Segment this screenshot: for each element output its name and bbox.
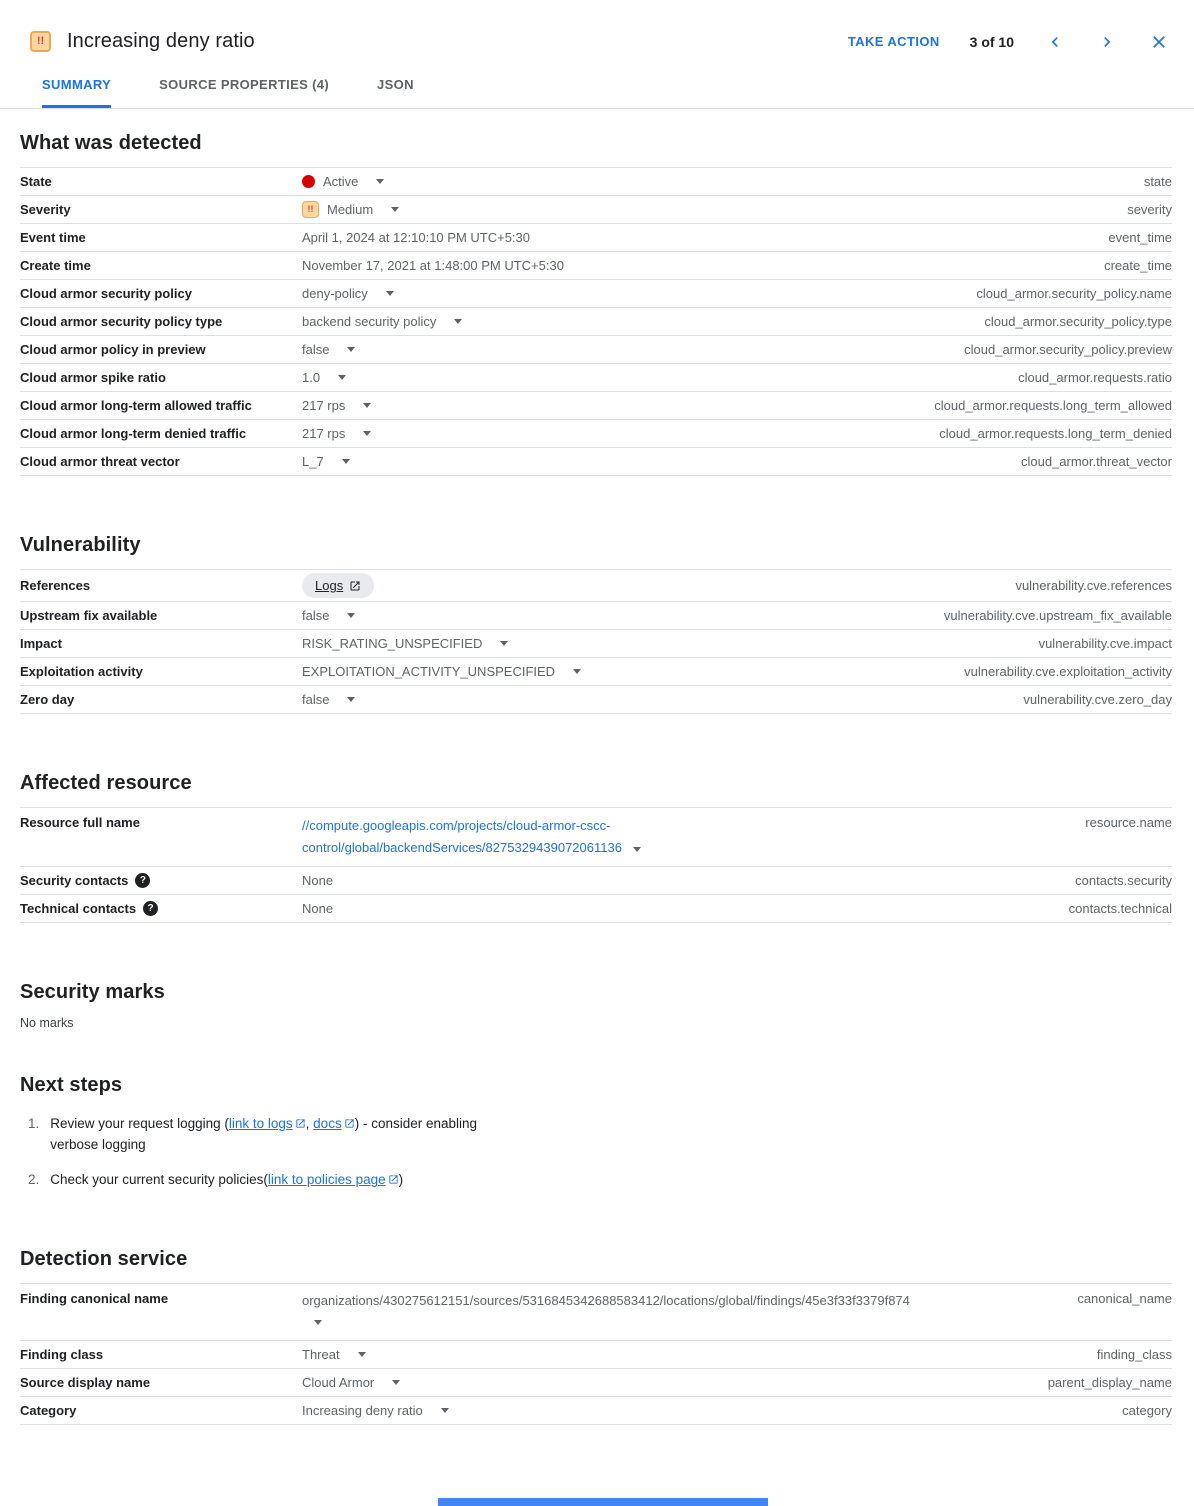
dropdown-arrow-icon[interactable] xyxy=(347,613,355,618)
section-detection-service xyxy=(20,1248,1172,1425)
resource-link[interactable]: //compute.googleapis.com/projects/cloud-armor-cscc- control/global/backendServices/8275329439072061136 xyxy=(302,815,654,859)
row-key: cloud_armor.security_policy.type xyxy=(984,314,1172,329)
row-value: November 17, 2021 at 1:48:00 PM UTC+5:30 xyxy=(302,257,564,273)
pagination-counter: 3 of 10 xyxy=(969,33,1014,50)
row-value: 217 rps xyxy=(302,425,346,441)
link-to-logs[interactable]: link to logs xyxy=(228,1116,293,1131)
row-key: vulnerability.cve.impact xyxy=(1038,636,1172,651)
row-value: deny-policy xyxy=(302,285,368,301)
row-event-time xyxy=(20,223,1172,251)
panel-header xyxy=(0,0,1194,53)
row-label: Cloud armor long-term allowed traffic xyxy=(20,398,252,413)
row-value: April 1, 2024 at 12:10:10 PM UTC+5:30 xyxy=(302,229,530,245)
dropdown-arrow-icon[interactable] xyxy=(347,347,355,352)
row-resource-full-name xyxy=(20,807,1172,866)
no-marks-text: No marks xyxy=(20,1016,74,1030)
row-value: false xyxy=(302,691,330,707)
row-label: Technical contacts xyxy=(20,901,137,916)
section-heading: Next steps xyxy=(20,1074,123,1096)
detection-service-table xyxy=(20,1283,1172,1425)
row-label: Finding canonical name xyxy=(20,1291,169,1306)
row-label: Category xyxy=(20,1403,77,1418)
row-label: References xyxy=(20,578,91,593)
dropdown-arrow-icon[interactable] xyxy=(314,1320,322,1325)
row-create-time xyxy=(20,251,1172,279)
row-impact xyxy=(20,629,1172,657)
row-key: vulnerability.cve.references xyxy=(1015,578,1172,593)
row-value: backend security policy xyxy=(302,313,437,329)
list-number: 1. xyxy=(28,1116,40,1131)
row-label: Exploitation activity xyxy=(20,664,143,679)
row-label: Impact xyxy=(20,636,62,651)
row-label: Severity xyxy=(20,202,71,217)
dropdown-arrow-icon[interactable] xyxy=(363,431,371,436)
logs-chip-button[interactable]: Logs xyxy=(302,573,374,598)
next-steps-list xyxy=(20,1113,1172,1190)
dropdown-arrow-icon[interactable] xyxy=(573,669,581,674)
section-heading: What was detected xyxy=(20,132,202,154)
row-key: create_time xyxy=(1104,258,1172,273)
medium-severity-icon: !! xyxy=(302,201,319,218)
dropdown-arrow-icon[interactable] xyxy=(500,641,508,646)
take-action-button[interactable]: TAKE ACTION xyxy=(847,34,940,49)
link-to-docs[interactable]: docs xyxy=(313,1116,342,1131)
dropdown-arrow-icon[interactable] xyxy=(392,1380,400,1385)
row-security-policy xyxy=(20,279,1172,307)
row-label: Upstream fix available xyxy=(20,608,158,623)
list-number: 2. xyxy=(28,1172,40,1187)
row-severity xyxy=(20,195,1172,223)
row-key: parent_display_name xyxy=(1047,1375,1172,1390)
section-heading: Detection service xyxy=(20,1248,188,1270)
dropdown-arrow-icon[interactable] xyxy=(633,847,641,852)
dropdown-arrow-icon[interactable] xyxy=(441,1408,449,1413)
row-references xyxy=(20,569,1172,601)
row-key: vulnerability.cve.exploitation_activity xyxy=(964,664,1172,679)
link-to-policies-page[interactable]: link to policies page xyxy=(267,1172,386,1187)
row-label: Cloud armor threat vector xyxy=(20,454,180,469)
external-link-icon xyxy=(388,1174,399,1185)
list-item: 2. Check your current security policies(link to policies page ) xyxy=(28,1169,1172,1190)
row-threat-vector xyxy=(20,447,1172,475)
row-label: State xyxy=(20,174,52,189)
row-exploitation-activity xyxy=(20,657,1172,685)
dropdown-arrow-icon[interactable] xyxy=(347,697,355,702)
what-detected-table xyxy=(20,167,1172,476)
row-label: Resource full name xyxy=(20,815,140,830)
row-value: Increasing deny ratio xyxy=(302,1402,423,1418)
dropdown-arrow-icon[interactable] xyxy=(363,403,371,408)
row-key: cloud_armor.requests.ratio xyxy=(1018,370,1172,385)
tab-summary[interactable]: SUMMARY xyxy=(42,63,111,108)
row-upstream-fix xyxy=(20,601,1172,629)
active-state-icon xyxy=(302,175,315,188)
row-long-term-allowed xyxy=(20,391,1172,419)
row-zero-day xyxy=(20,685,1172,713)
list-item: 1. Review your request logging (link to logs , docs ) - consider enabling verbose logging xyxy=(28,1113,1172,1155)
row-key: state xyxy=(1143,174,1172,189)
row-key: cloud_armor.requests.long_term_allowed xyxy=(934,398,1172,413)
row-key: vulnerability.cve.zero_day xyxy=(1023,692,1172,707)
section-heading: Security marks xyxy=(20,981,165,1003)
medium-severity-icon: !! xyxy=(30,31,51,52)
affected-resource-table xyxy=(20,807,1172,923)
help-icon[interactable]: ? xyxy=(135,873,150,888)
row-key: resource.name xyxy=(1085,815,1172,830)
row-label: Source display name xyxy=(20,1375,151,1390)
row-key: canonical_name xyxy=(1077,1291,1172,1306)
vulnerability-table xyxy=(20,569,1172,714)
section-affected-resource xyxy=(20,772,1172,923)
row-key: severity xyxy=(1127,202,1172,217)
tab-bar xyxy=(0,63,1194,109)
section-heading: Vulnerability xyxy=(20,534,141,556)
external-link-icon xyxy=(349,580,361,592)
section-next-steps xyxy=(20,1074,1172,1190)
row-label: Event time xyxy=(20,230,86,245)
tab-source-properties[interactable]: SOURCE PROPERTIES (4) xyxy=(159,77,330,92)
close-icon xyxy=(1149,32,1169,52)
row-value: Medium xyxy=(327,201,374,217)
row-spike-ratio xyxy=(20,363,1172,391)
dropdown-arrow-icon[interactable] xyxy=(454,319,462,324)
dropdown-arrow-icon[interactable] xyxy=(376,179,384,184)
row-value: EXPLOITATION_ACTIVITY_UNSPECIFIED xyxy=(302,663,556,679)
row-value: Active xyxy=(323,173,359,189)
header-actions xyxy=(848,31,1170,53)
row-security-contacts xyxy=(20,866,1172,894)
dropdown-arrow-icon[interactable] xyxy=(386,291,394,296)
section-vulnerability xyxy=(20,534,1172,714)
row-value: 1.0 xyxy=(302,369,321,385)
external-link-icon xyxy=(295,1118,306,1129)
row-key: finding_class xyxy=(1096,1347,1172,1362)
row-key: contacts.security xyxy=(1075,873,1172,888)
row-label: Cloud armor security policy xyxy=(20,286,192,301)
row-key: cloud_armor.security_policy.name xyxy=(976,286,1172,301)
row-technical-contacts xyxy=(20,894,1172,922)
chevron-left-icon xyxy=(1045,32,1065,52)
tab-json[interactable]: JSON xyxy=(377,77,414,92)
external-link-icon xyxy=(344,1118,355,1129)
previous-finding-button[interactable] xyxy=(1044,31,1066,53)
row-value: Threat xyxy=(302,1346,340,1362)
row-value: RISK_RATING_UNSPECIFIED xyxy=(302,635,483,651)
row-label: Finding class xyxy=(20,1347,104,1362)
section-security-marks xyxy=(20,981,1172,1030)
row-value: L_7 xyxy=(302,453,324,469)
row-value: None xyxy=(302,900,334,916)
row-label: Cloud armor security policy type xyxy=(20,314,223,329)
row-state xyxy=(20,167,1172,195)
chevron-right-icon xyxy=(1097,32,1117,52)
row-long-term-denied xyxy=(20,419,1172,447)
row-value: organizations/430275612151/sources/5316845342688583412/locations/global/findings/45e3f33f3379f874 xyxy=(302,1293,910,1308)
help-icon[interactable]: ? xyxy=(143,901,158,916)
row-finding-canonical-name xyxy=(20,1283,1172,1340)
row-category xyxy=(20,1396,1172,1424)
row-value: Cloud Armor xyxy=(302,1374,375,1390)
row-policy-preview xyxy=(20,335,1172,363)
row-label: Create time xyxy=(20,258,91,273)
row-label: Cloud armor long-term denied traffic xyxy=(20,426,247,441)
next-finding-button[interactable] xyxy=(1096,31,1118,53)
row-value: None xyxy=(302,872,334,888)
row-label: Cloud armor spike ratio xyxy=(20,370,166,385)
row-label: Security contacts xyxy=(20,873,129,888)
row-source-display-name xyxy=(20,1368,1172,1396)
row-key: contacts.technical xyxy=(1068,901,1172,916)
row-key: cloud_armor.threat_vector xyxy=(1020,454,1172,469)
row-key: vulnerability.cve.upstream_fix_available xyxy=(943,608,1172,623)
row-security-policy-type xyxy=(20,307,1172,335)
row-label: Zero day xyxy=(20,692,75,707)
row-value: false xyxy=(302,341,330,357)
row-key: event_time xyxy=(1108,230,1172,245)
row-key: cloud_armor.security_policy.preview xyxy=(964,342,1172,357)
row-value: false xyxy=(302,607,330,623)
dropdown-arrow-icon[interactable] xyxy=(391,207,399,212)
dropdown-arrow-icon[interactable] xyxy=(358,1352,366,1357)
row-finding-class xyxy=(20,1340,1172,1368)
row-label: Cloud armor policy in preview xyxy=(20,342,206,357)
row-value: 217 rps xyxy=(302,397,346,413)
horizontal-scrollbar-thumb[interactable] xyxy=(438,1498,768,1506)
dropdown-arrow-icon[interactable] xyxy=(338,375,346,380)
row-key: cloud_armor.requests.long_term_denied xyxy=(939,426,1172,441)
dropdown-arrow-icon[interactable] xyxy=(342,459,350,464)
page-title: Increasing deny ratio xyxy=(67,30,255,52)
section-what-was-detected xyxy=(20,132,1172,476)
row-key: category xyxy=(1122,1403,1172,1418)
close-button[interactable] xyxy=(1148,31,1170,53)
section-heading: Affected resource xyxy=(20,772,192,794)
